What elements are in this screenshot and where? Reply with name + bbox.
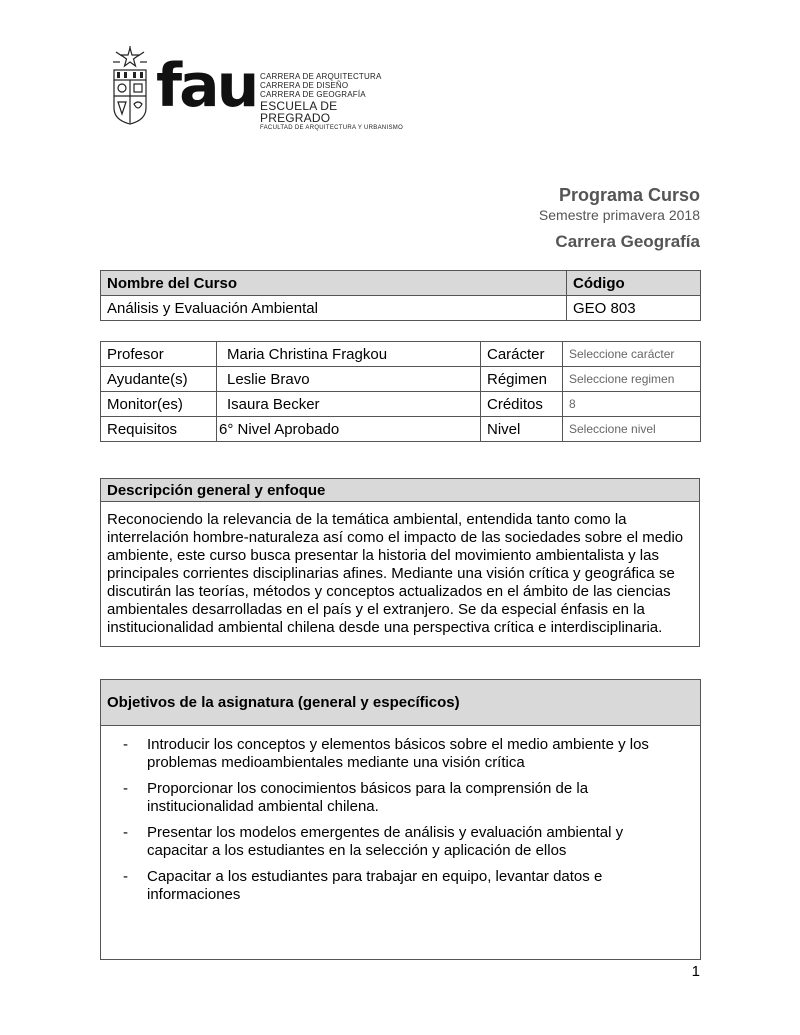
info-label: Profesor xyxy=(101,342,217,367)
table-row xyxy=(101,502,700,647)
list-item xyxy=(101,736,700,772)
table-row xyxy=(101,342,701,367)
list-item xyxy=(101,780,700,816)
logo-school: ESCUELA DE PREGRADO xyxy=(260,99,338,125)
university-crest-icon xyxy=(108,46,152,126)
logo-line: CARRERA DE DISEÑO xyxy=(260,81,349,90)
assistant-field[interactable]: Leslie Bravo xyxy=(217,367,481,392)
info-label: Créditos xyxy=(481,392,563,417)
table-row xyxy=(101,417,701,442)
description-text: Reconociendo la relevancia de la temática ambiental, entendida tanto como la interrelación hombre-naturaleza así como el impacto de las sociedades sobre el medio ambiente, este curso busca presentar la historia del movimiento ambientalista y las principales corrientes disciplinarias afines. Mediante una visión crítica y geográfica se discutirán las teorías, métodos y conceptos actualizados en el ámbito de las ciencias ambientales desarrolladas en el país y el extranjero. Se da especial énfasis en la institucionalidad ambiental chilena desde una perspectiva crítica e interdisciplinaria. xyxy=(101,502,700,647)
bullet: - xyxy=(123,824,128,841)
semester-label: Semestre primavera 2018 xyxy=(538,207,700,223)
description-section xyxy=(100,478,700,647)
logo-line: CARRERA DE ARQUITECTURA xyxy=(260,72,382,81)
professor-field[interactable]: Maria Christina Fragkou xyxy=(217,342,481,367)
info-label: Ayudante(s) xyxy=(101,367,217,392)
header xyxy=(539,184,700,253)
objectives-heading: Objetivos de la asignatura (general y específicos) xyxy=(101,680,700,726)
nivel-select[interactable]: Seleccione nivel xyxy=(563,417,701,442)
info-label: Régimen xyxy=(481,367,563,392)
info-label: Requisitos xyxy=(101,417,217,442)
objective-text: Proporcionar los conocimientos básicos para la comprensión de la institucionalidad ambiental chilena. xyxy=(147,780,589,815)
objectives-section xyxy=(100,679,701,960)
requisites-field[interactable]: 6° Nivel Aprobado xyxy=(217,417,481,442)
regimen-select[interactable]: Seleccione regimen xyxy=(563,367,701,392)
list-item xyxy=(101,868,700,904)
course-name: Análisis y Evaluación Ambiental xyxy=(101,296,567,321)
description-heading: Descripción general y enfoque xyxy=(101,479,700,502)
course-name-header: Nombre del Curso xyxy=(101,271,567,296)
fau-logo xyxy=(108,46,408,130)
objective-text: Capacitar a los estudiantes para trabajar en equipo, levantar datos e informaciones xyxy=(147,868,603,903)
objective-text: Introducir los conceptos y elementos básicos sobre el medio ambiente y los problemas medioambientales mediante una visión crítica xyxy=(147,736,649,771)
program-label: Carrera Geografía xyxy=(555,232,700,251)
course-table xyxy=(100,270,701,321)
logo-line: CARRERA DE GEOGRAFÍA xyxy=(260,90,366,99)
course-code-header: Código xyxy=(567,271,701,296)
creditos-field[interactable]: 8 xyxy=(563,392,701,417)
table-header-row xyxy=(101,271,701,296)
bullet: - xyxy=(123,868,128,885)
info-label: Monitor(es) xyxy=(101,392,217,417)
info-label: Nivel xyxy=(481,417,563,442)
table-row xyxy=(101,367,701,392)
page-title: Programa Curso xyxy=(558,185,700,205)
course-info-table xyxy=(100,341,701,442)
logo-text xyxy=(260,73,408,131)
bullet: - xyxy=(123,736,128,753)
fau-wordmark: fau xyxy=(156,51,257,121)
table-row xyxy=(101,296,701,321)
objectives-list xyxy=(101,726,700,904)
section-header-row xyxy=(101,479,700,502)
page-number: 1 xyxy=(691,963,700,980)
table-row xyxy=(101,392,701,417)
list-item xyxy=(101,824,700,860)
course-code: GEO 803 xyxy=(567,296,701,321)
caracter-select[interactable]: Seleccione carácter xyxy=(563,342,701,367)
monitor-field[interactable]: Isaura Becker xyxy=(217,392,481,417)
bullet: - xyxy=(123,780,128,797)
logo-faculty: FACULTAD DE ARQUITECTURA Y URBANISMO xyxy=(260,125,404,131)
objective-text: Presentar los modelos emergentes de análisis y evaluación ambiental y capacitar a los estudiantes en la selección y aplicación de ellos xyxy=(147,824,624,859)
info-label: Carácter xyxy=(481,342,563,367)
